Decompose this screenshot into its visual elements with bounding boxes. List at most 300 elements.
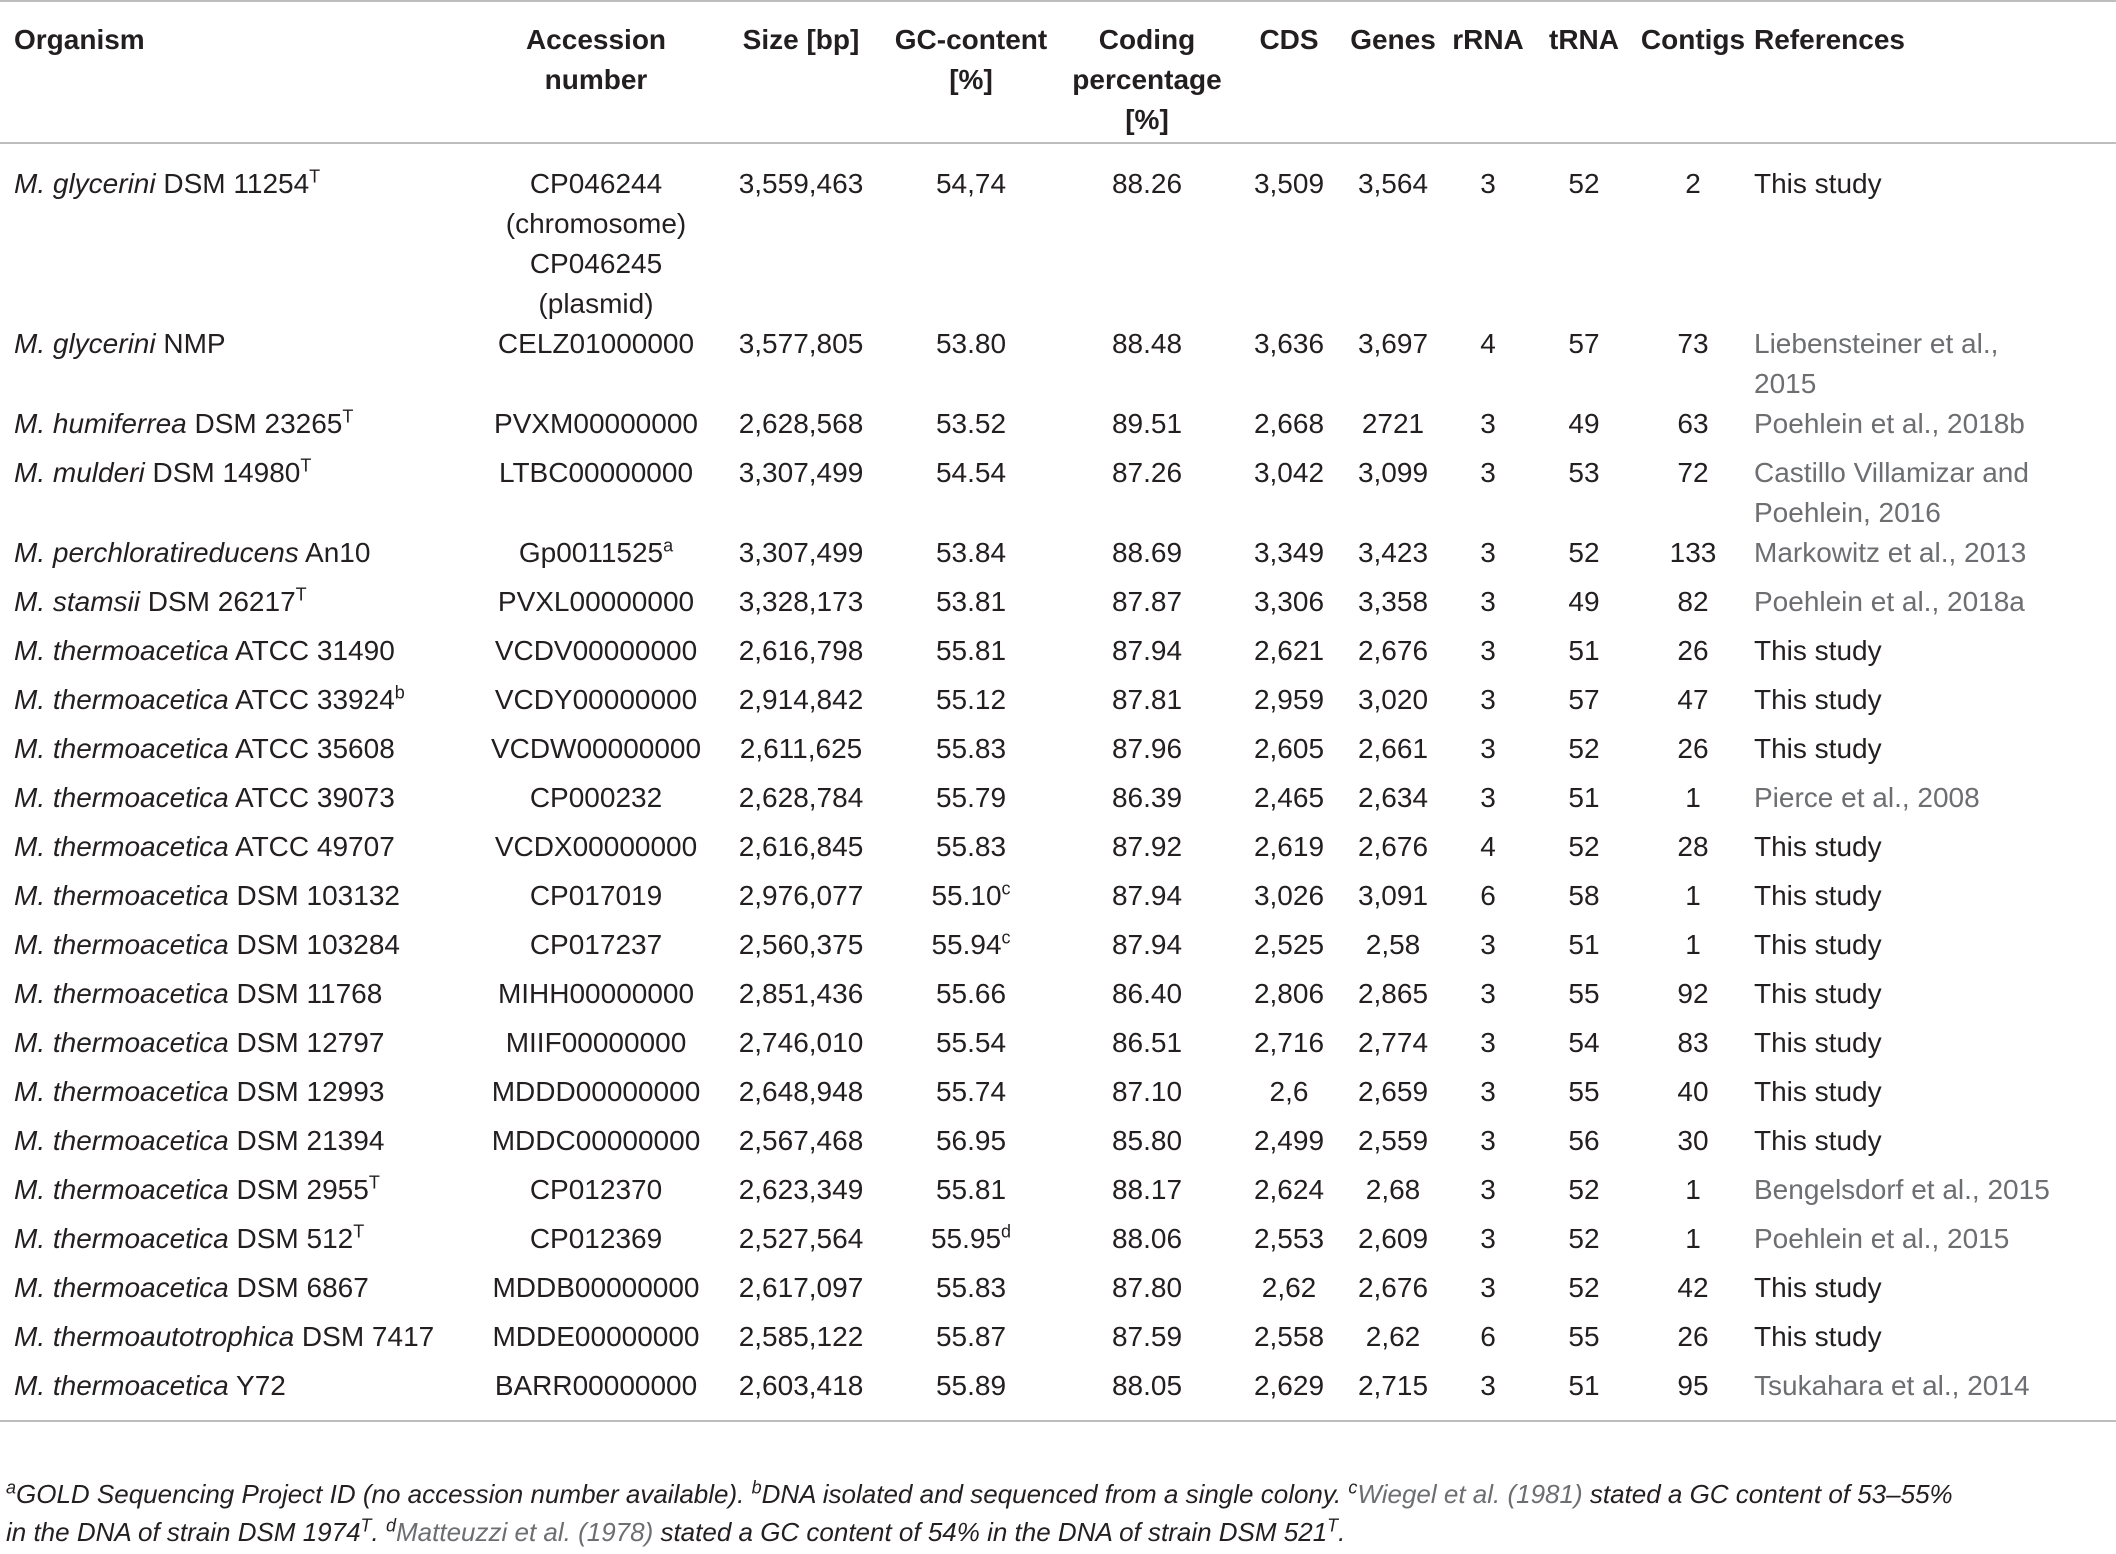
reference-cell [1748,729,2116,778]
reference-cell [1748,680,2116,729]
reference-link[interactable]: Tsukahara et al., 2014 [1754,1370,2030,1401]
gc-content-cell [886,582,1056,631]
gc-superscript: c [1001,878,1011,899]
accession-number: CP012370 [529,1174,663,1205]
cds-cell: 3,509 [1253,168,1325,199]
trna-cell: 58 [1568,880,1600,911]
organism-genus: M. thermoacetica [14,684,229,715]
accession-cell [476,1219,716,1268]
contigs-cell: 26 [1677,635,1709,666]
header-references: References [1754,24,1905,55]
cds-cell: 3,042 [1253,457,1325,488]
accession-number: MDDD00000000 [491,1076,701,1107]
organism-genus: M. thermoacetica [14,1076,229,1107]
reference-cell[interactable] [1748,404,2116,453]
accession-number: PVXM00000000 [494,408,698,439]
gc-value: 54.54 [935,457,1007,488]
size-cell: 3,559,463 [738,168,864,199]
contigs-cell: 1 [1685,880,1701,911]
cds-cell: 3,026 [1253,880,1325,911]
organism-cell [0,827,476,876]
rrna-cell: 3 [1480,1125,1496,1156]
organism-cell [0,1317,476,1366]
organism-superscript: T [309,166,321,187]
rrna-cell: 3 [1480,929,1496,960]
reference-link[interactable]: Poehlein et al., 2018a [1754,586,2025,617]
organism-genus: M. thermoacetica [14,880,229,911]
footnote-c-type-sup: T [360,1515,372,1536]
trna-cell: 52 [1568,537,1600,568]
organism-genus: M. stamsii [14,586,140,617]
genes-cell: 3,091 [1357,880,1429,911]
reference-link[interactable]: Poehlein et al., 2015 [1754,1223,2010,1254]
contigs-cell: 1 [1685,929,1701,960]
gc-value: 55.66 [935,978,1007,1009]
reference-cell[interactable] [1748,582,2116,631]
cds-cell: 3,306 [1253,586,1325,617]
reference-cell[interactable] [1748,533,2116,582]
gc-value: 55.79 [935,782,1007,813]
accession-cell [476,631,716,680]
coding-percentage-cell: 88.69 [1111,537,1183,568]
header-gc-content [886,1,1056,143]
rrna-cell: 3 [1480,635,1496,666]
accession-cell [476,925,716,974]
genes-cell: 3,564 [1357,168,1429,199]
rrna-cell: 3 [1480,978,1496,1009]
organism-strain: NMP [155,328,226,359]
accession-number: VCDV00000000 [494,635,698,666]
cds-cell: 2,621 [1253,635,1325,666]
header-accession [476,1,716,143]
organism-superscript: T [353,1221,365,1242]
gc-value: 55.54 [935,1027,1007,1058]
organism-strain: DSM 6867 [228,1272,369,1303]
trna-cell: 55 [1568,1321,1600,1352]
organism-superscript: T [368,1172,380,1193]
genes-cell: 3,358 [1357,586,1429,617]
accession-number: BARR00000000 [494,1370,698,1401]
accession-cell [476,974,716,1023]
reference-cell [1748,1072,2116,1121]
organism-genus: M. thermoacetica [14,635,229,666]
accession-cell [476,324,716,404]
table-row [0,974,2116,1023]
coding-percentage-cell: 87.81 [1111,684,1183,715]
accession-cell [476,143,716,324]
accession-number: CELZ01000000 [497,328,695,359]
table-row [0,1219,2116,1268]
organism-strain: ATCC 49707 [228,831,395,862]
organism-cell [0,453,476,533]
coding-percentage-cell: 88.05 [1111,1370,1183,1401]
size-cell: 2,628,784 [738,782,864,813]
trna-cell: 53 [1568,457,1600,488]
reference-link-cont[interactable]: 2015 [1754,368,1817,399]
reference-cell [1748,1121,2116,1170]
gc-content-cell [886,1121,1056,1170]
organism-genus: M. thermoacetica [14,1174,229,1205]
gc-content-cell [886,404,1056,453]
trna-cell: 51 [1568,635,1600,666]
table-footnotes [6,1475,2106,1551]
accession-line: CP046245 [529,248,663,279]
footnote-d-citation-link[interactable]: Matteuzzi et al. (1978) [396,1517,654,1547]
gc-superscript: d [1001,1221,1012,1242]
rrna-cell: 3 [1480,1223,1496,1254]
rrna-cell: 3 [1480,1027,1496,1058]
table-row [0,324,2116,404]
organism-genus: M. thermoautotrophica [14,1321,295,1352]
reference-text: This study [1754,1321,1882,1352]
gc-content-cell [886,324,1056,404]
organism-strain: DSM 11768 [228,978,383,1009]
coding-percentage-cell: 87.94 [1111,635,1183,666]
table-row [0,778,2116,827]
accession-number: VCDX00000000 [494,831,698,862]
organism-genus: M. thermoacetica [14,1223,229,1254]
accession-cell [476,1268,716,1317]
coding-percentage-cell: 86.39 [1111,782,1183,813]
accession-number: MDDB00000000 [492,1272,700,1303]
rrna-cell: 3 [1480,1174,1496,1205]
organism-cell [0,876,476,925]
cds-cell: 2,6 [1269,1076,1309,1107]
coding-percentage-cell: 87.94 [1111,929,1183,960]
header-gc-line1: GC-content [894,24,1048,55]
cds-cell: 2,806 [1253,978,1325,1009]
organism-cell [0,582,476,631]
coding-percentage-cell: 89.51 [1111,408,1183,439]
reference-text: This study [1754,978,1882,1009]
organism-strain: DSM 12993 [228,1076,385,1107]
gc-value: 55.89 [935,1370,1007,1401]
header-size: Size [bp] [742,24,860,55]
footnote-c-end: . [371,1517,386,1547]
organism-cell [0,324,476,404]
footnote-b-mark: b [751,1477,762,1498]
genes-cell: 2,559 [1357,1125,1429,1156]
rrna-cell: 3 [1480,782,1496,813]
gc-content-cell [886,729,1056,778]
trna-cell: 49 [1568,586,1600,617]
organism-strain: DSM 103132 [228,880,400,911]
gc-content-cell [886,631,1056,680]
reference-text: This study [1754,1272,1882,1303]
header-gc-line2: [%] [949,64,993,95]
gc-content-cell [886,1366,1056,1421]
size-cell: 2,616,845 [738,831,864,862]
reference-link-cont[interactable]: Poehlein, 2016 [1754,497,1941,528]
genes-cell: 2,676 [1357,635,1429,666]
gc-value: 55.83 [935,1272,1007,1303]
organism-superscript: b [394,682,405,703]
reference-text: This study [1754,168,1882,199]
reference-text: This study [1754,929,1882,960]
cds-cell: 2,499 [1253,1125,1325,1156]
gc-value: 53.52 [935,408,1007,439]
gc-value: 54,74 [935,168,1007,199]
gc-value: 53.80 [935,328,1007,359]
header-accession-line2: number [544,64,648,95]
footnote-c-text: stated a GC content of 53–55% [1582,1479,1953,1509]
gc-content-cell [886,1023,1056,1072]
organism-genus: M. thermoacetica [14,929,229,960]
gc-value: 55.87 [935,1321,1007,1352]
rrna-cell: 3 [1480,1076,1496,1107]
size-cell: 2,851,436 [738,978,864,1009]
genes-cell: 2721 [1361,408,1425,439]
organism-cell [0,1023,476,1072]
reference-cell [1748,143,2116,324]
organism-genus: M. thermoacetica [14,733,229,764]
contigs-cell: 2 [1685,168,1701,199]
rrna-cell: 3 [1480,457,1496,488]
gc-superscript: c [1001,927,1011,948]
table-row [0,453,2116,533]
gc-value: 55.81 [935,1174,1007,1205]
organism-strain: DSM 23265 [186,408,343,439]
footnote-a-text: GOLD Sequencing Project ID (no accession number available). [16,1479,752,1509]
footnote-d-text: stated a GC content of 54% in the DNA of strain DSM 521 [653,1517,1328,1547]
coding-percentage-cell: 87.94 [1111,880,1183,911]
accession-cell [476,876,716,925]
footnote-b-text: DNA isolated and sequenced from a single colony. [761,1479,1349,1509]
gc-value: 55.12 [935,684,1007,715]
rrna-cell: 3 [1480,733,1496,764]
genes-cell: 3,423 [1357,537,1429,568]
organism-strain: ATCC 35608 [228,733,395,764]
reference-text: This study [1754,684,1882,715]
table-row [0,729,2116,778]
header-rrna: rRNA [1452,24,1524,55]
size-cell: 2,976,077 [738,880,864,911]
gc-value: 55.10 [931,880,1002,911]
organism-genus: M. thermoacetica [14,782,229,813]
gc-content-cell [886,827,1056,876]
cds-cell: 3,349 [1253,537,1325,568]
header-coding-line3: [%] [1125,104,1169,135]
reference-link[interactable]: Markowitz et al., 2013 [1754,537,2027,568]
reference-cell[interactable] [1748,453,2116,533]
organism-superscript: T [295,584,307,605]
gc-value: 55.83 [935,733,1007,764]
gc-content-cell [886,925,1056,974]
trna-cell: 51 [1568,782,1600,813]
footnote-c-citation-link[interactable]: Wiegel et al. (1981) [1357,1479,1583,1509]
cds-cell: 2,624 [1253,1174,1325,1205]
size-cell: 3,307,499 [738,457,864,488]
accession-number: CP017019 [529,880,663,911]
reference-link[interactable]: Castillo Villamizar and [1754,457,2029,488]
header-trna: tRNA [1549,24,1619,55]
organism-cell [0,1268,476,1317]
table-row [0,404,2116,453]
rrna-cell: 3 [1480,684,1496,715]
gc-content-cell [886,974,1056,1023]
table-row [0,1023,2116,1072]
reference-text: This study [1754,1076,1882,1107]
table-row [0,680,2116,729]
coding-percentage-cell: 87.96 [1111,733,1183,764]
organism-genus: M. thermoacetica [14,1125,229,1156]
contigs-cell: 1 [1685,1174,1701,1205]
accession-cell [476,404,716,453]
trna-cell: 52 [1568,168,1600,199]
genes-cell: 2,62 [1365,1321,1421,1352]
genes-cell: 2,715 [1357,1370,1429,1401]
table-row [0,1121,2116,1170]
accession-cell [476,1317,716,1366]
size-cell: 2,603,418 [738,1370,864,1401]
contigs-cell: 28 [1677,831,1709,862]
organism-cell [0,729,476,778]
organism-strain: DSM 21394 [228,1125,385,1156]
reference-cell [1748,925,2116,974]
accession-number: VCDY00000000 [494,684,698,715]
gc-value: 55.74 [935,1076,1007,1107]
coding-percentage-cell: 88.48 [1111,328,1183,359]
footnote-c-mark: c [1348,1477,1358,1498]
reference-link[interactable]: Poehlein et al., 2018b [1754,408,2025,439]
size-cell: 3,577,805 [738,328,864,359]
reference-cell[interactable] [1748,1219,2116,1268]
organism-strain: An10 [298,537,371,568]
coding-percentage-cell: 87.26 [1111,457,1183,488]
contigs-cell: 73 [1677,328,1709,359]
table-row [0,827,2116,876]
gc-content-cell [886,778,1056,827]
organism-strain: DSM 11254 [155,168,310,199]
contigs-cell: 92 [1677,978,1709,1009]
footnote-d-type-sup: T [1327,1515,1339,1536]
reference-link[interactable]: Bengelsdorf et al., 2015 [1754,1174,2050,1205]
gc-value: 55.83 [935,831,1007,862]
rrna-cell: 4 [1480,831,1496,862]
coding-percentage-cell: 88.06 [1111,1223,1183,1254]
size-cell: 2,628,568 [738,408,864,439]
reference-cell[interactable] [1748,1366,2116,1421]
footnote-c-text2: in the DNA of strain DSM 1974 [6,1517,361,1547]
reference-cell[interactable] [1748,324,2116,404]
genes-cell: 2,634 [1357,782,1429,813]
accession-cell [476,827,716,876]
coding-percentage-cell: 87.92 [1111,831,1183,862]
rrna-cell: 3 [1480,537,1496,568]
accession-cell [476,680,716,729]
reference-text: This study [1754,880,1882,911]
accession-number: MDDC00000000 [491,1125,701,1156]
rrna-cell: 3 [1480,1370,1496,1401]
header-genes: Genes [1350,24,1436,55]
accession-cell [476,1023,716,1072]
reference-text: This study [1754,1125,1882,1156]
cds-cell: 2,605 [1253,733,1325,764]
table-row [0,1072,2116,1121]
cds-cell: 2,619 [1253,831,1325,862]
size-cell: 2,914,842 [738,684,864,715]
table-row [0,1317,2116,1366]
trna-cell: 55 [1568,978,1600,1009]
organism-genus: M. thermoacetica [14,978,229,1009]
organism-superscript: T [300,455,312,476]
genes-cell: 2,58 [1365,929,1421,960]
footnote-a-mark: a [6,1477,17,1498]
organism-strain: DSM 12797 [228,1027,385,1058]
organism-strain: DSM 103284 [228,929,400,960]
organism-cell [0,143,476,324]
trna-cell: 51 [1568,929,1600,960]
organism-cell [0,631,476,680]
organism-cell [0,533,476,582]
genes-cell: 3,697 [1357,328,1429,359]
table-row [0,876,2116,925]
reference-cell[interactable] [1748,778,2116,827]
organism-cell [0,680,476,729]
trna-cell: 52 [1568,1174,1600,1205]
reference-cell[interactable] [1748,1170,2116,1219]
reference-cell [1748,974,2116,1023]
size-cell: 2,746,010 [738,1027,864,1058]
contigs-cell: 133 [1669,537,1717,568]
reference-cell [1748,631,2116,680]
header-row [0,1,2116,143]
reference-link[interactable]: Pierce et al., 2008 [1754,782,1980,813]
organism-genus: M. thermoacetica [14,831,229,862]
header-cds: CDS [1259,24,1319,55]
organism-strain: DSM 7417 [294,1321,435,1352]
size-cell: 2,567,468 [738,1125,864,1156]
organism-cell [0,974,476,1023]
accession-cell [476,1170,716,1219]
genes-cell: 2,609 [1357,1223,1429,1254]
coding-percentage-cell: 87.80 [1111,1272,1183,1303]
reference-text: This study [1754,635,1882,666]
header-coding-line2: percentage [1072,64,1222,95]
size-cell: 2,616,798 [738,635,864,666]
contigs-cell: 82 [1677,586,1709,617]
header-coding-percentage [1056,1,1238,143]
organism-strain: Y72 [228,1370,286,1401]
coding-percentage-cell: 88.26 [1111,168,1183,199]
coding-percentage-cell: 85.80 [1111,1125,1183,1156]
accession-number: CP046244 [529,168,663,199]
reference-cell [1748,1268,2116,1317]
accession-superscript: a [663,535,674,556]
size-cell: 2,527,564 [738,1223,864,1254]
cds-cell: 2,959 [1253,684,1325,715]
organism-genus: M. humiferrea [14,408,187,439]
trna-cell: 55 [1568,1076,1600,1107]
organism-strain: DSM 14980 [144,457,301,488]
gc-content-cell [886,876,1056,925]
trna-cell: 49 [1568,408,1600,439]
table-body [0,143,2116,1421]
accession-line: (chromosome) [505,208,687,239]
header-accession-line1: Accession [525,24,667,55]
gc-content-cell [886,1072,1056,1121]
table-row [0,1268,2116,1317]
organism-genus: M. thermoacetica [14,1027,229,1058]
table-row [0,143,2116,324]
reference-link[interactable]: Liebensteiner et al., [1754,328,1999,359]
coding-percentage-cell: 87.87 [1111,586,1183,617]
coding-percentage-cell: 87.10 [1111,1076,1183,1107]
table-row [0,533,2116,582]
contigs-cell: 26 [1677,1321,1709,1352]
genes-cell: 2,676 [1357,831,1429,862]
table-row [0,925,2116,974]
